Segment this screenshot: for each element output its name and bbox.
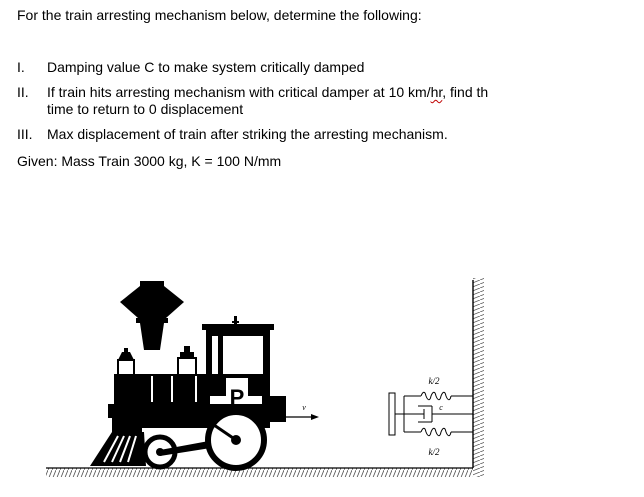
spring-top-label: k/2 [428, 376, 440, 386]
smokestack-top [120, 286, 184, 318]
problem-intro: For the train arresting mechanism below, determine the following: [17, 7, 422, 23]
locomotive-letter: P [229, 385, 245, 410]
ground [46, 468, 473, 477]
smokestack-band [136, 318, 168, 323]
smokestack-cap [140, 281, 164, 286]
item-text-1: Damping value C to make system critically damped [47, 59, 365, 75]
wall [473, 278, 484, 477]
velocity-label: v [302, 403, 306, 412]
item-text-2-line2: time to return to 0 displacement [47, 101, 244, 117]
locomotive [90, 281, 286, 468]
buffer-plate [389, 393, 395, 435]
given-line: Given: Mass Train 3000 kg, K = 100 N/mm [17, 153, 282, 169]
damper-label: c [439, 403, 443, 412]
bottom-spring [404, 428, 473, 436]
item-number-2: II. [17, 84, 29, 100]
item-text-3: Max displacement of train after striking the arresting mechanism. [47, 126, 448, 142]
item-number-1: I. [17, 59, 25, 75]
smokestack-neck [140, 323, 164, 350]
cab-window [223, 336, 263, 374]
velocity-arrow [286, 403, 319, 420]
running-board [108, 404, 286, 418]
cab-roof [202, 324, 274, 330]
item-text-2-part-a: If train hits arresting mechanism with critical damper at 10 km/ [47, 84, 431, 100]
top-spring [404, 392, 473, 400]
spring-bottom-label: k/2 [428, 447, 440, 457]
arresting-mechanism [389, 376, 473, 457]
item-number-3: III. [17, 126, 33, 142]
item-text-2-part-b: , find th [442, 84, 489, 100]
item-text-2-flagged-word: hr [430, 84, 443, 100]
